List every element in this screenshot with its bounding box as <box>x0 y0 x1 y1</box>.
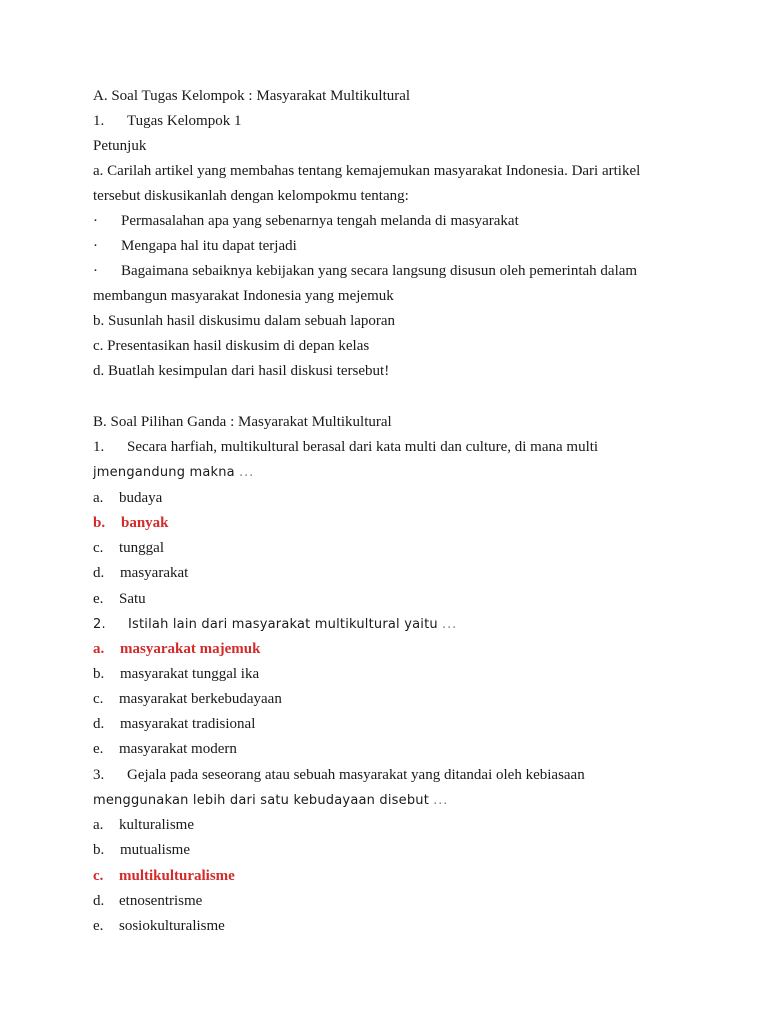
section-a-heading: A. Soal Tugas Kelompok : Masyarakat Multikultural <box>93 88 411 104</box>
question-3: 3. Gejala pada seseorang atau sebuah masyarakat yang ditandai oleh kebiasaan <box>93 767 585 783</box>
q1-option-e: e. Satu <box>93 591 146 607</box>
question-3-cont: menggunakan lebih dari satu kebudayaan disebut … <box>93 792 448 808</box>
instructions-label: Petunjuk <box>93 138 147 154</box>
task-title: 1. Tugas Kelompok 1 <box>93 113 242 129</box>
bullet-dot-icon: · <box>93 263 98 279</box>
item-d: d. Buatlah kesimpulan dari hasil diskusi tersebut! <box>93 363 390 379</box>
q3-option-a: a. kulturalisme <box>93 817 194 833</box>
question-2: 2. Istilah lain dari masyarakat multikultural yaitu … <box>93 616 457 632</box>
q3-option-c-answer: c. multikulturalisme <box>93 868 235 884</box>
item-c: c. Presentasikan hasil diskusim di depan kelas <box>93 338 370 354</box>
item-a-line1: a. Carilah artikel yang membahas tentang kemajemukan masyarakat Indonesia. Dari artikel <box>93 163 641 179</box>
bullet-item-1: · Permasalahan apa yang sebenarnya tengah melanda di masyarakat <box>93 213 519 229</box>
q1-option-c: c. tunggal <box>93 540 164 556</box>
q1-option-d: d. masyarakat <box>93 565 189 581</box>
q1-option-b-answer: b. banyak <box>93 515 169 531</box>
bullet-dot-icon: · <box>93 213 98 229</box>
section-b-heading: B. Soal Pilihan Ganda : Masyarakat Multikultural <box>93 414 392 430</box>
q2-option-d: d. masyarakat tradisional <box>93 716 256 732</box>
bullet-dot-icon: · <box>93 238 98 254</box>
q2-option-e: e. masyarakat modern <box>93 741 237 757</box>
bullet-item-3-cont: membangun masyarakat Indonesia yang mejemuk <box>93 288 394 304</box>
q2-option-c: c. masyarakat berkebudayaan <box>93 691 282 707</box>
item-a-line2: tersebut diskusikanlah dengan kelompokmu tentang: <box>93 188 409 204</box>
question-1: 1. Secara harfiah, multikultural berasal dari kata multi dan culture, di mana multi <box>93 439 599 455</box>
q1-option-a: a. budaya <box>93 490 163 506</box>
bullet-item-3: · Bagaimana sebaiknya kebijakan yang secara langsung disusun oleh pemerintah dalam <box>93 263 638 279</box>
q2-option-b: b. masyarakat tunggal ika <box>93 666 260 682</box>
question-1-cont: jmengandung makna … <box>93 464 254 480</box>
bullet-item-2: · Mengapa hal itu dapat terjadi <box>93 238 297 254</box>
q3-option-b: b. mutualisme <box>93 842 190 858</box>
q3-option-d: d. etnosentrisme <box>93 893 203 909</box>
q2-option-a-answer: a. masyarakat majemuk <box>93 641 261 657</box>
q3-option-e: e. sosiokulturalisme <box>93 918 225 934</box>
item-b: b. Susunlah hasil diskusimu dalam sebuah laporan <box>93 313 396 329</box>
